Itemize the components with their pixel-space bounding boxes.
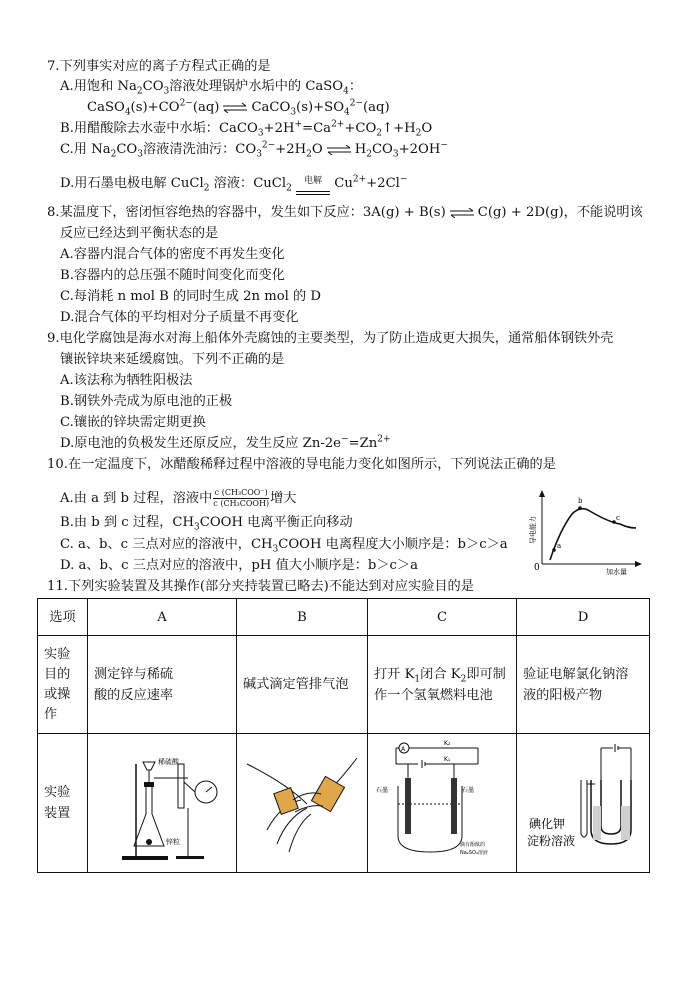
cell-d-apparatus [517,734,650,873]
concentration-ratio: $\frac{\text{c (CH₃COO⁻)}}{\text{c (CH₃COOH)}}$ [213,488,270,508]
q8-option-c: C.每消耗 n mol B 的同时生成 2n mol 的 D [60,289,321,304]
point-b-label: b [578,497,583,505]
app-d-label-2: 淀粉溶液 [527,834,576,848]
app-c-k1: K₂ [444,740,451,747]
equilibrium-arrow-icon [326,145,352,155]
table-header-a: A [88,599,237,636]
table-header-c: C [368,599,517,636]
app-c-solution-1: 滴有酚酞的 [460,842,486,848]
q10-option-c: C. a、b、c 三点对应的溶液中，$CH_3COOH$ 电离程度大小顺序是：b＞c＞a [60,537,508,555]
app-c-graphite-right: 石墨 [462,787,475,794]
graph-xlabel: 加水量 [606,568,627,575]
equilibrium-arrow-icon [222,103,248,113]
q9-stem-cont: 镶嵌锌块来延缓腐蚀。下列不正确的是 [60,352,285,367]
q9-option-a: A.该法称为牺牲阳极法 [60,373,193,388]
graph-ylabel: 导电能力 [529,516,537,544]
experiment-table [37,598,650,873]
q9-option-c: C.镶嵌的锌块需定期更换 [60,415,206,430]
cell-c-apparatus [368,734,517,873]
app-c-graphite-left: 石墨 [376,787,389,794]
point-c-label: c [616,514,620,522]
app-a-label-zinc: 锌粒 [166,838,180,846]
reaction-rate-apparatus [88,734,236,865]
q7-option-a-equation: $CaSO_4(s)+CO^{2-}(aq)$ $CaCO_3(s)+SO_4^{2-}(aq)$ [87,98,390,118]
conductivity-curve [550,509,636,560]
q11-stem: 11.下列实验装置及其操作(部分夹持装置已略去)不能达到对应实验目的是 [47,579,474,594]
electrolysis-apparatus [517,734,649,865]
x-axis-arrow [635,561,642,567]
table-header-d: D [517,599,650,636]
q8-stem: 8.某温度下，密闭恒容绝热的容器中，发生如下反应：3A(g) + B(s) C(g) + 2D(g)，不能说明该 [47,205,643,220]
q9-option-b: B.钢铁外壳成为原电池的正极 [60,394,233,409]
q10-option-d: D. a、b、c 三点对应的溶液中，pH 值大小顺序是：b＞c＞a [60,558,418,573]
q7-option-c: C.用 $Na_2CO_3$溶液清洗油污：$CO_3^{2-}+2H_2O$ $H_2CO_3+2OH^-$ [60,140,448,160]
y-axis-arrow [539,490,545,497]
cell-b-purpose: 碱式滴定管排气泡 [237,636,368,734]
cell-c-purpose: 打开 $K_1$闭合 $K_2$即可制 作一个氢氧燃料电池 [368,636,517,734]
q8-stem-cont: 反应已经达到平衡状态的是 [60,226,219,241]
table-header-b: B [237,599,368,636]
q8-option-a: A.容器内混合气体的密度不再发生变化 [60,247,285,262]
cell-d-purpose: 验证电解氯化钠溶 液的阳极产物 [517,636,650,734]
q9-option-d: D.原电池的负极发生还原反应，发生反应 $Zn-2e^-=Zn^{2+}$ [60,434,391,451]
q7-option-b: B.用醋酸除去水壶中水垢：$CaCO_3+2H^+=Ca^{2+}+CO_2↑+H_2O$ [60,119,433,139]
q8-option-d: D.混合气体的平均相对分子质量不再变化 [60,310,299,325]
point-a-label: a [557,542,562,550]
app-c-solution-2: Na₂SO₄溶液 [460,850,488,856]
equilibrium-arrow-icon [449,208,475,218]
q7-stem: 7.下列事实对应的离子方程式正确的是 [47,59,271,74]
fuel-cell-apparatus [368,734,516,865]
q10-option-a: A.由 a 到 b 过程，溶液中 $\frac{\text{c (CH₃COO⁻)}}{\text{c (CH₃COOH)}}$ 增大 [60,488,297,508]
burette-apparatus [237,734,367,865]
q7-option-a: A.用饱和 $Na_2CO_3$溶液处理锅炉水垢中的 CaSO$_4$： [60,79,363,97]
app-a-label-acid: 稀硫酸 [158,758,179,766]
q7-option-d: D.用石墨电极电解 CuCl$_2$ 溶液：CuCl$_2$ 电解 $Cu^{2+}+2Cl^-$ [60,172,407,195]
q10-stem: 10.在一定温度下，冰醋酸稀释过程中溶液的导电能力变化如图所示，下列说法正确的是 [47,457,556,472]
q8-option-b: B.容器内的总压强不随时间变化而变化 [60,268,285,283]
row-label-purpose: 实验 目的 或操 作 [38,636,88,734]
table-header-option: 选项 [38,599,88,636]
electrolysis-condition: 电解 [296,172,330,195]
q10-option-b: B.由 b 到 c 过程，$CH_3COOH$ 电离平衡正向移动 [60,515,353,533]
app-c-k2: K₁ [444,756,451,763]
q9-stem: 9.电化学腐蚀是海水对海上船体外壳腐蚀的主要类型，为了防止造成更大损失，通常船体钢铁外壳 [47,331,614,346]
app-c-ammeter: A [401,746,406,753]
cell-b-apparatus [237,734,368,873]
row-label-apparatus: 实验 装置 [38,734,88,873]
app-d-label-1: 碘化钾 [529,817,566,831]
cell-a-apparatus [88,734,237,873]
point-b [578,506,582,510]
graph-origin: 0 [534,563,540,573]
conductivity-graph [528,490,643,575]
cell-a-purpose: 测定锌与稀硫 酸的反应速率 [88,636,237,734]
point-a [552,548,556,552]
